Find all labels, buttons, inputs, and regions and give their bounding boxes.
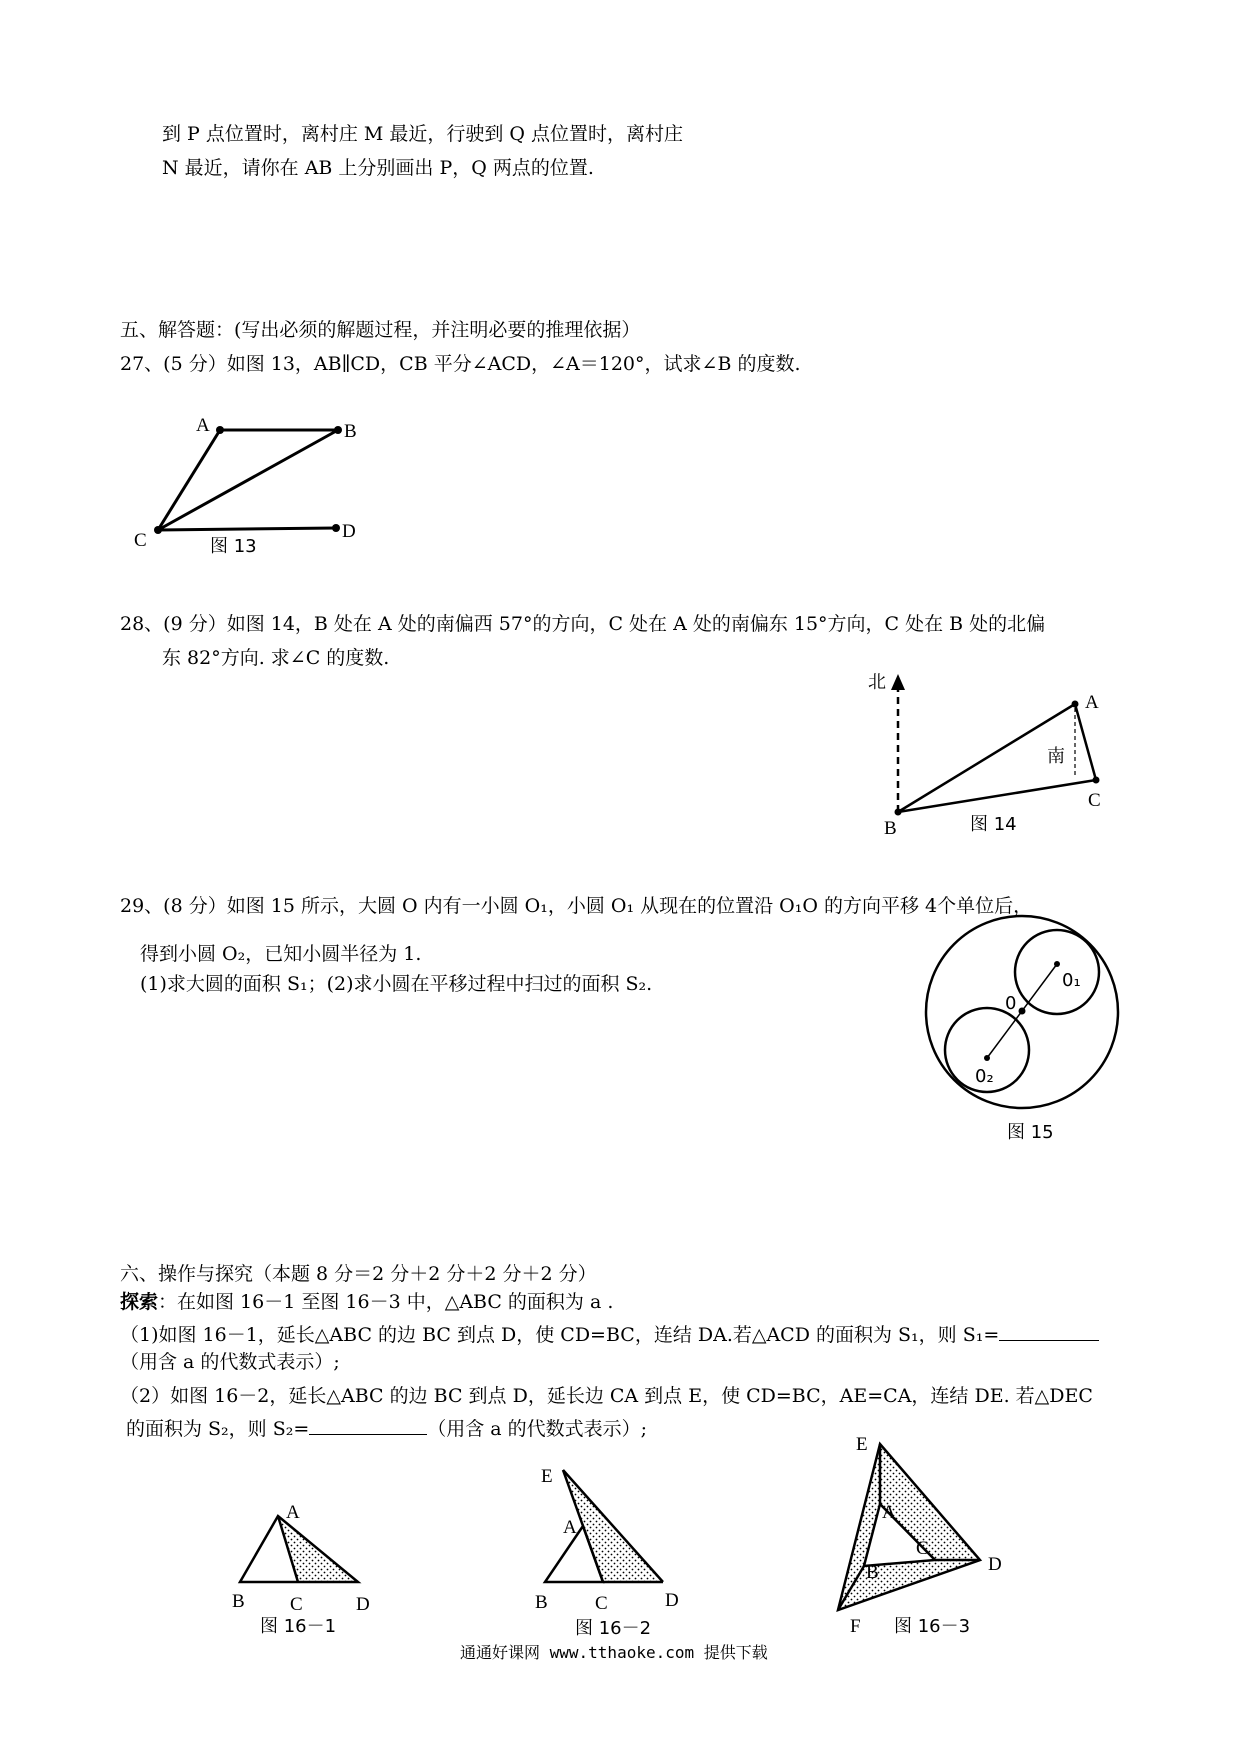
fig15-label-o1: 0₁ [1062, 970, 1081, 991]
question-29-line-1: 29、(8 分）如图 15 所示，大圆 O 内有一小圆 O₁，小圆 O₁ 从现在的位置沿 O₁O 的方向平移 4个单位后， [120, 895, 1033, 917]
fig13-caption: 图 13 [210, 536, 257, 557]
question-29-line-2: 得到小圆 O₂，已知小圆半径为 1. [140, 943, 422, 965]
fig16-2-label-a: A [563, 1517, 577, 1538]
question-29-line-3: (1)求大圆的面积 S₁；(2)求小圆在平移过程中扫过的面积 S₂. [140, 973, 653, 995]
explore-label: 探索 [120, 1291, 159, 1313]
fig16-2-label-b: B [535, 1592, 548, 1613]
fig15-caption: 图 15 [1007, 1122, 1054, 1143]
fig16-3-label-d: D [988, 1554, 1002, 1575]
page-footer: 通通好课网 www.tthaoke.com 提供下载 [460, 1643, 768, 1662]
fig16-1-label-c: C [290, 1594, 303, 1615]
fig13-label-a: A [196, 415, 210, 436]
fig16-2-label-d: D [665, 1590, 679, 1611]
fig16-3-label-c: C [916, 1538, 929, 1559]
fig16-2-caption: 图 16－2 [575, 1618, 652, 1639]
fig14-label-c: C [1088, 790, 1101, 811]
fig16-3-label-e: E [856, 1434, 868, 1455]
fig16-3-label-f: F [850, 1616, 861, 1637]
explore-text: ：在如图 16－1 至图 16－3 中，△ABC 的面积为 a . [158, 1291, 614, 1313]
part-1-line-1 [120, 1320, 1099, 1347]
question-28-line-1: 28、(9 分）如图 14，B 处在 A 处的南偏西 57°的方向，C 处在 A 处的南偏东 15°方向，C 处在 B 处的北偏 [120, 613, 1046, 635]
fig16-1-label-a: A [286, 1502, 300, 1523]
s2-answer-blank[interactable] [309, 1414, 427, 1435]
part-2-line-2 [126, 1414, 647, 1441]
question-27-text: 27、(5 分）如图 13，AB∥CD，CB 平分∠ACD，∠A＝120°，试求∠B 的度数. [120, 353, 801, 375]
fig16-2-label-c: C [595, 1593, 608, 1614]
section-5-heading: 五、解答题：(写出必须的解题过程，并注明必要的推理依据） [120, 319, 641, 341]
fig16-2-label-e: E [541, 1466, 553, 1487]
figure-16-2 [535, 1460, 695, 1640]
part-2-line-1: （2）如图 16－2，延长△ABC 的边 BC 到点 D，延长边 CA 到点 E，使 CD=BC，AE=CA，连结 DE. 若△DEC [120, 1385, 1093, 1407]
part-1-line-2: （用含 a 的代数式表示）; [120, 1351, 340, 1373]
fig16-3-caption: 图 16－3 [894, 1616, 971, 1637]
fig16-3-label-a: A [882, 1502, 896, 1523]
fig14-north-label: 北 [868, 672, 886, 693]
figure-16-1 [230, 1490, 390, 1640]
part-2-text-b: （用含 a 的代数式表示）; [427, 1418, 648, 1440]
figure-14 [860, 668, 1140, 848]
section-6-heading: 六、操作与探究（本题 8 分＝2 分＋2 分＋2 分＋2 分） [120, 1263, 597, 1285]
part-2-text-a: 的面积为 S₂，则 S₂= [126, 1418, 310, 1440]
fig14-caption: 图 14 [970, 814, 1017, 835]
fig16-1-caption: 图 16－1 [260, 1616, 337, 1637]
question-28-line-2: 东 82°方向. 求∠C 的度数. [162, 647, 390, 669]
fig13-label-b: B [344, 421, 357, 442]
fig15-label-o: 0 [1005, 993, 1017, 1014]
figure-13 [120, 410, 380, 560]
continuation-line-1: 到 P 点位置时，离村庄 M 最近，行驶到 Q 点位置时，离村庄 [162, 123, 684, 145]
fig14-label-a: A [1085, 692, 1099, 713]
explore-line [120, 1290, 613, 1314]
fig15-label-o2: 0₂ [975, 1066, 994, 1087]
fig13-label-c: C [134, 530, 147, 551]
continuation-line-2: N 最近，请你在 AB 上分别画出 P，Q 两点的位置. [162, 157, 594, 179]
figure-16-3 [820, 1430, 1060, 1650]
fig14-label-b: B [884, 818, 897, 839]
s1-answer-blank[interactable] [999, 1320, 1099, 1341]
part-1-text: （1)如图 16－1，延长△ABC 的边 BC 到点 D，使 CD=BC，连结 DA.若△ACD 的面积为 S₁，则 S₁= [120, 1324, 1000, 1346]
fig16-1-label-b: B [232, 1591, 245, 1612]
figure-15 [915, 910, 1135, 1150]
fig16-3-label-b: B [866, 1562, 879, 1583]
fig16-1-label-d: D [356, 1594, 370, 1615]
fig14-south-label: 南 [1047, 746, 1065, 767]
fig13-label-d: D [342, 521, 356, 542]
